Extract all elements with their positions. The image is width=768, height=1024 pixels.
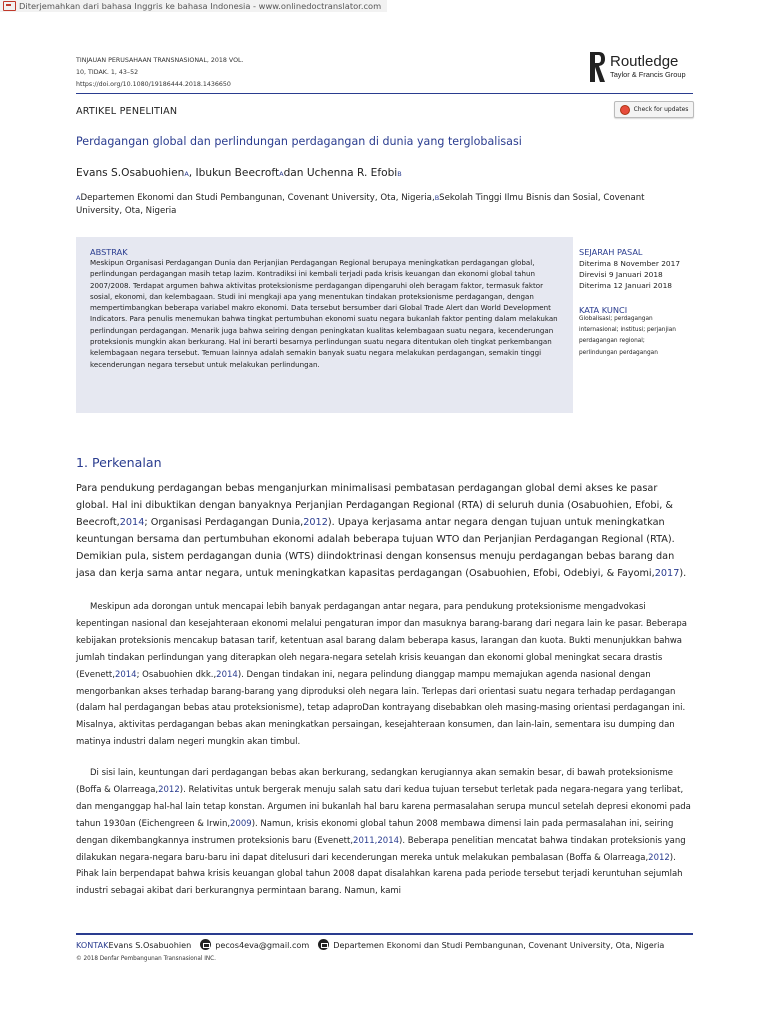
contact-address: Departemen Ekonomi dan Studi Pembangunan, Covenant University, Ota, Nigeria bbox=[333, 939, 665, 950]
publisher-subtitle: Taylor & Francis Group bbox=[610, 70, 686, 79]
history-accepted: Diterima 12 Januari 2018 bbox=[579, 281, 672, 291]
author-3-affil-marker[interactable]: B bbox=[397, 170, 402, 178]
contact-label: KONTAK bbox=[76, 939, 109, 950]
paragraph-text: ; Osabuohien dkk., bbox=[136, 669, 217, 680]
keyword-line[interactable]: Globalisasi; perdagangan bbox=[579, 316, 653, 322]
abstract-heading: ABSTRAK bbox=[90, 247, 128, 257]
author-3[interactable]: dan Uchenna R. Efobi bbox=[283, 167, 398, 179]
publisher-name: Routledge bbox=[610, 53, 679, 70]
paragraph-text: ). Relativitas untuk bergerak menuju salah satu dari kedua tujuan tersebut terletak pada negara-negara yang terlibat, dan menganggap hal-hal lain tetap konstan. Argumen ini bukanlah hal baru karena permasalahan serupa muncul setelah depresi ekonomi pada tahun 1930an (Eichengreen & Irwin, bbox=[76, 784, 691, 829]
footer-rule bbox=[76, 933, 693, 935]
translator-banner[interactable] bbox=[0, 0, 387, 12]
banner-text[interactable]: Diterjemahkan dari bahasa Inggris ke bahasa Indonesia - www.onlinedoctranslator.com bbox=[19, 1, 382, 11]
section-heading: 1. Perkenalan bbox=[76, 455, 162, 470]
history-heading: SEJARAH PASAL bbox=[579, 247, 643, 257]
citation-link[interactable]: 2014 bbox=[216, 669, 238, 680]
author-1[interactable]: Evans S.Osabuohien bbox=[76, 167, 185, 179]
doi-link[interactable]: https://doi.org/10.1080/19186444.2018.1436650 bbox=[76, 81, 231, 88]
affiliations bbox=[76, 192, 691, 218]
paragraph-text: ; Organisasi Perdagangan Dunia, bbox=[144, 516, 304, 528]
routledge-logo-icon bbox=[590, 52, 605, 82]
affil-b: Sekolah Tinggi Ilmu Bisnis dan Sosial, Covenant University, Ota, Nigeria bbox=[76, 193, 645, 216]
paragraph-text: ). Upaya kerjasama antar negara dengan tujuan untuk meningkatkan keuntungan bersama dan pertumbuhan ekonomi adalah beberapa tujuan WTO dan Perjanjian Perdagangan Regional (RTA). Demikian pula, sistem perdagangan dunia (WTS) diindoktrinasi dengan konsensus menuju perdagangan bebas barang dan jasa dan kerja sama antar negara, untuk meningkatkan kapasitas perdagangan (Osabuohien, Efobi, Odebiyi, & Fayomi, bbox=[76, 516, 675, 579]
paragraph-3 bbox=[76, 765, 693, 900]
translate-icon bbox=[3, 1, 16, 11]
keywords-list bbox=[579, 314, 676, 359]
paragraph-text: Di sisi lain, keuntungan dari perdagangan bebas akan berkurang, sedangkan kerugiannya akan semakin besar, di bawah proteksionisme (Boffa & Olarreaga, bbox=[76, 768, 674, 795]
contact-name: Evans S.Osabuohien bbox=[108, 939, 192, 950]
citation-link[interactable]: 2017 bbox=[654, 567, 680, 579]
citation-link[interactable]: 2014 bbox=[114, 669, 137, 680]
history-list bbox=[579, 258, 680, 292]
article-title: Perdagangan global dan perlindungan perdagangan di dunia yang terglobalisasi bbox=[76, 135, 522, 148]
citation-link[interactable]: 2011,2014 bbox=[353, 835, 400, 846]
contact-email[interactable]: pecos4eva@gmail.com bbox=[215, 939, 310, 950]
check-updates-button[interactable] bbox=[614, 101, 694, 118]
citation-link[interactable]: 2009 bbox=[230, 818, 252, 829]
paragraph-text: ). Namun, krisis ekonomi global tahun 2008 membawa dimensi lain pada permasalahan ini, seiring dengan dikembangkannya instrumen proteksionis baru (Evenett, bbox=[76, 818, 674, 846]
abstract-text: Meskipun Organisasi Perdagangan Dunia dan Perjanjian Perdagangan Regional berupaya meningkatkan perdagangan global, perlindungan perdagangan masih tetap lazim. Kontradiksi ini kembali terjadi pada krisis keuangan dan ekonomi global tahun 2007/2008. Terdapat argumen bahwa aktivitas proteksionisme perdagangan dipengaruhi oleh beragam faktor, termasuk faktor sosial, ekonomi, dan kelembagaan. Studi ini mengkaji apa yang menentukan tindakan proteksionisme perdagangan, dengan mempertimbangkan beberapa variabel makro ekonomi. Data tersebut bersumber dari Global Trade Alert dan World Development Indicators. Para penulis menemukan bahwa tingkat pertumbuhan ekonomi suatu negara bukanlah faktor penting dalam melakukan perlindungan perdagangan. Menarik juga bahwa seiring dengan peningkatan kualitas kelembagaan suatu negara, kecenderungan proteksionis mungkin akan berkurang. Hal ini berarti besarnya perlindungan suatu negara ditentukan oleh tingkat perkembangan kelembagaan negara tersebut. Temuan lainnya adalah semakin banyak suatu negara melakukan perdagangan, semakin tinggi kecenderungan negara tersebut untuk melakukan perlindungan. bbox=[90, 258, 558, 369]
citation-link[interactable]: 2012 bbox=[303, 516, 328, 528]
journal-line-1: TINJAUAN PERUSAHAAN TRANSNASIONAL, 2018 VOL. bbox=[76, 57, 244, 64]
keyword-line[interactable]: internasional; institusi; perjanjian bbox=[579, 327, 676, 334]
history-received: Diterima 8 November 2017 bbox=[579, 259, 681, 268]
paragraph-text: Meskipun ada dorongan untuk mencapai lebih banyak perdagangan antar negara, para pendukung proteksionisme mengadvokasi kepentingan nasional dan kesejahteraan ekonomi melalui pengaturan impor dan masuknya barang-barang dari negara lain ke pasar. Beberapa kebijakan proteksionis mencakup batasan tarif, ketentuan asal barang dalam beberapa kasus, larangan dan kuota. Bukti menunjukkan bahwa jumlah tindakan perlindungan yang diterapkan oleh negara-negara setelah krisis keuangan dan ekonomi global meningkat secara drastis (Evenett, bbox=[76, 602, 687, 680]
crossmark-icon bbox=[620, 105, 630, 115]
paragraph-text: Para pendukung perdagangan bebas menganjurkan minimalisasi pembatasan perdagangan global demi akses ke pasar global. Hal ini dibuktikan dengan banyaknya Perjanjian Perdagangan Regional (RTA) di seluruh dunia (Osabuohien, Efobi, & Beecroft, bbox=[76, 483, 673, 528]
paragraph-1 bbox=[76, 481, 693, 582]
keywords-heading: KATA KUNCI bbox=[579, 305, 628, 315]
keyword-line[interactable]: perdagangan regional; bbox=[579, 338, 645, 345]
paragraph-text: ). Beberapa penelitian mencatat bahwa tindakan proteksionis yang dilakukan negara-negara baru-baru ini dapat ditelusuri dari kecenderungan mereka untuk melakukan pembalasan (Boffa & Olarreaga, bbox=[76, 835, 686, 863]
affil-b-marker: B bbox=[434, 194, 440, 202]
affil-a: Departemen Ekonomi dan Studi Pembangunan, Covenant University, Ota, Nigeria, bbox=[80, 193, 435, 203]
paragraph-text: ). bbox=[679, 567, 687, 579]
author-2[interactable]: , Ibukun Beecroft bbox=[188, 167, 280, 179]
keyword-line[interactable]: perlindungan perdagangan bbox=[579, 349, 658, 356]
paragraph-2 bbox=[76, 599, 693, 751]
author-list bbox=[76, 167, 402, 179]
affil-a-marker: A bbox=[76, 194, 81, 202]
author-2-affil-marker[interactable]: A bbox=[279, 170, 284, 178]
citation-link[interactable]: 2012 bbox=[648, 852, 670, 863]
email-icon bbox=[200, 939, 211, 950]
citation-link[interactable]: 2012 bbox=[158, 784, 180, 795]
history-revised: Direvisi 9 Januari 2018 bbox=[579, 270, 663, 280]
header-rule bbox=[76, 93, 693, 94]
paragraph-text: ). Pihak lain berpendapat bahwa krisis keuangan global tahun 2008 dapat disalahkan karena pada periode tersebut terjadi keruntuhan sejumlah industri sebagai akibat dari berkurangnya permintaan barang. Namun, kami bbox=[76, 852, 683, 897]
journal-info bbox=[76, 55, 244, 91]
publisher-logo bbox=[590, 52, 686, 82]
citation-link[interactable]: 2014 bbox=[119, 516, 145, 528]
check-updates-label: Check for updates bbox=[633, 106, 689, 113]
address-icon bbox=[318, 939, 329, 950]
contact-line bbox=[76, 939, 664, 950]
copyright-notice: © 2018 Denfar Pembangunan Transnasional INC. bbox=[76, 956, 216, 962]
article-type: ARTIKEL PENELITIAN bbox=[76, 106, 178, 117]
author-1-affil-marker[interactable]: A bbox=[184, 170, 189, 178]
paragraph-text: ). Dengan tindakan ini, negara pelindung dianggap mampu memajukan agenda nasional dengan mengorbankan akses terhadap barang-barang yang diproduksi oleh negara lain. Terlepas dari orientasi suatu negara terhadap perdagangan (dalam hal perdagangan bebas atau proteksionisme), tetap adaproDan kontrayang disebabkan oleh masing-masing orientasi perdagangan ini. Misalnya, aktivitas perdagangan bebas akan meningkatkan persaingan, kesejahteraan konsumen, dan lain-lain, sementara isu dumping dan matinya industri dalam negeri mungkin akan timbul. bbox=[76, 669, 686, 748]
journal-line-2: 10, TIDAK. 1, 43–52 bbox=[76, 69, 139, 76]
